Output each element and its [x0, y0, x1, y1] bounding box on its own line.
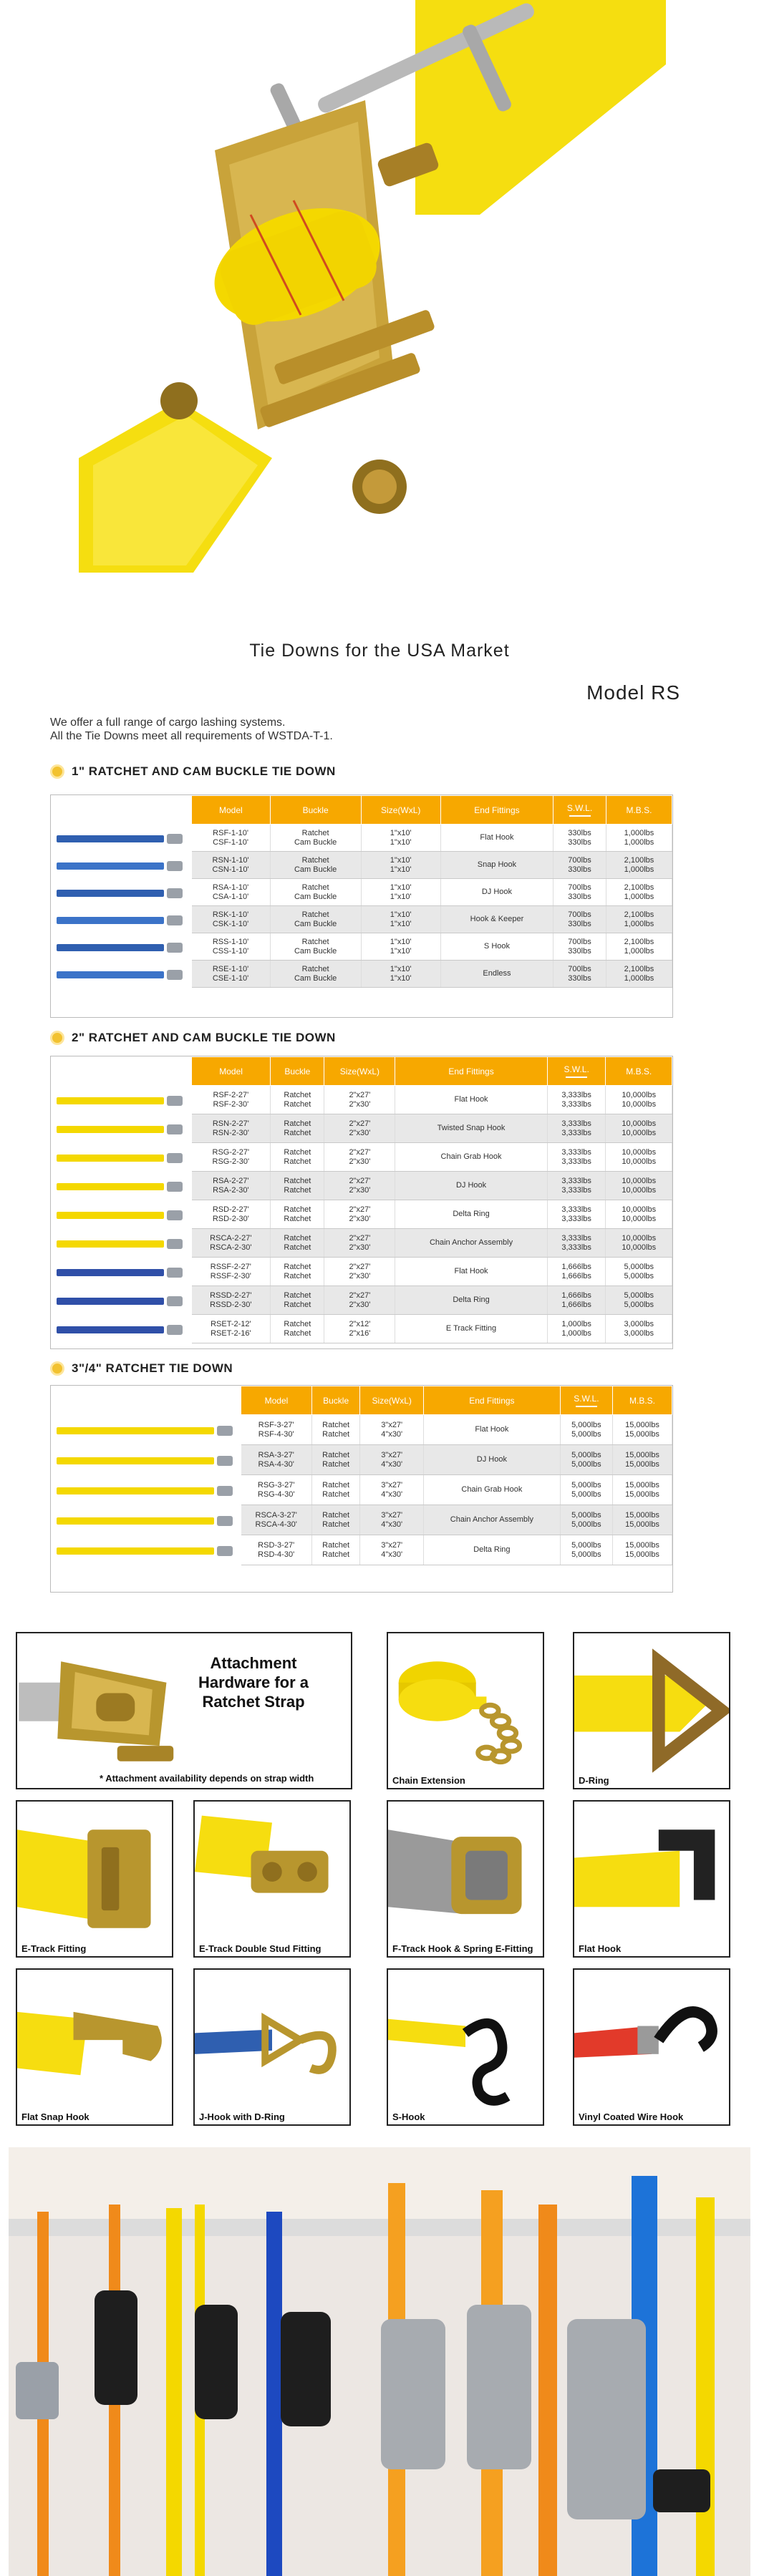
strap-thumbnail	[57, 969, 185, 981]
strap-thumbnail	[57, 1485, 236, 1497]
column-header: End Fittings	[440, 796, 553, 825]
buckle-cell: Ratchet Ratchet	[311, 1415, 360, 1445]
buckle-cell: Ratchet Cam Buckle	[270, 906, 361, 933]
mbs-cell: 10,000lbs 10,000lbs	[606, 1114, 672, 1143]
column-header: S.W.L.	[547, 1057, 606, 1086]
buckle-cell: Ratchet Ratchet	[311, 1535, 360, 1565]
size-cell: 2"x27' 2"x30'	[324, 1086, 395, 1114]
j-hook-card	[193, 1968, 351, 2126]
size-cell: 1"x10' 1"x10'	[361, 961, 440, 988]
column-header: M.B.S.	[613, 1386, 672, 1415]
strap-thumbnail	[57, 1515, 236, 1527]
column-header: Size(WxL)	[324, 1057, 395, 1086]
section1-box	[50, 794, 673, 1018]
swl-cell: 3,333lbs 3,333lbs	[547, 1114, 606, 1143]
model-cell: RSD-3-27' RSD-4-30'	[241, 1535, 312, 1565]
strap-thumbnail	[57, 915, 185, 926]
buckle-cell: Ratchet Ratchet	[311, 1475, 360, 1505]
flat-hook-card	[573, 1800, 730, 1958]
swl-cell: 700lbs 330lbs	[553, 852, 606, 879]
strap-thumbnail	[57, 1210, 185, 1221]
size-cell: 1"x10' 1"x10'	[361, 825, 440, 852]
buckle-cell: Ratchet Ratchet	[271, 1114, 324, 1143]
model-cell: RSD-2-27' RSD-2-30'	[192, 1200, 271, 1229]
table-row	[241, 1415, 672, 1445]
chain-extension-caption: Chain Extension	[392, 1775, 465, 1786]
section2-heading-text: 2" RATCHET AND CAM BUCKLE TIE DOWN	[72, 1031, 336, 1044]
buckle-cell: Ratchet Ratchet	[311, 1445, 360, 1475]
swl-divider	[566, 1076, 587, 1078]
end-fitting-cell: Hook & Keeper	[440, 906, 553, 933]
end-fitting-cell: Twisted Snap Hook	[395, 1114, 548, 1143]
end-fitting-cell: DJ Hook	[395, 1172, 548, 1200]
hero-ratchet-image	[79, 0, 666, 573]
flat-hook-caption: Flat Hook	[579, 1943, 622, 1954]
mbs-cell: 10,000lbs 10,000lbs	[606, 1172, 672, 1200]
table-row	[192, 933, 672, 961]
size-cell: 2"x27' 2"x30'	[324, 1172, 395, 1200]
size-cell: 3"x27' 4"x30'	[360, 1475, 424, 1505]
column-header: Size(WxL)	[360, 1386, 424, 1415]
swl-cell: 3,333lbs 3,333lbs	[547, 1229, 606, 1258]
section1-heading	[50, 764, 336, 779]
mbs-cell: 15,000lbs 15,000lbs	[613, 1415, 672, 1445]
mbs-cell: 5,000lbs 5,000lbs	[606, 1258, 672, 1286]
end-fitting-cell: Flat Hook	[424, 1415, 561, 1445]
vinyl-hook-card	[573, 1968, 730, 2126]
flat-hook-image	[574, 1802, 729, 1956]
table-row	[192, 1200, 672, 1229]
section1-table	[191, 795, 672, 988]
buckle-cell: Ratchet Cam Buckle	[270, 961, 361, 988]
intro-text	[50, 716, 333, 743]
table-row	[192, 1143, 672, 1172]
model-cell: RSCA-3-27' RSCA-4-30'	[241, 1505, 312, 1535]
buckle-cell: Ratchet Ratchet	[271, 1258, 324, 1286]
end-fitting-cell: DJ Hook	[424, 1445, 561, 1475]
flat-snap-hook-image	[17, 1970, 172, 2124]
table-row	[241, 1535, 672, 1565]
column-header: Size(WxL)	[361, 796, 440, 825]
vinyl-hook-image	[574, 1970, 729, 2124]
table-row	[192, 906, 672, 933]
ratchet-illustration	[79, 0, 666, 573]
column-header: Model	[192, 1057, 271, 1086]
end-fitting-cell: E Track Fitting	[395, 1315, 548, 1343]
size-cell: 2"x27' 2"x30'	[324, 1258, 395, 1286]
table-row	[192, 961, 672, 988]
column-header: M.B.S.	[606, 796, 672, 825]
swl-cell: 5,000lbs 5,000lbs	[560, 1505, 612, 1535]
column-header: End Fittings	[424, 1386, 561, 1415]
strap-thumbnail	[57, 942, 185, 953]
page-title: Tie Downs for the USA Market	[249, 641, 510, 661]
strap-thumbnail	[57, 860, 185, 872]
mbs-cell: 10,000lbs 10,000lbs	[606, 1086, 672, 1114]
buckle-cell: Ratchet Ratchet	[311, 1505, 360, 1535]
chain-extension-card	[387, 1632, 544, 1789]
straps-photo-illustration	[9, 2147, 750, 2576]
size-cell: 1"x10' 1"x10'	[361, 852, 440, 879]
swl-cell: 700lbs 330lbs	[553, 961, 606, 988]
buckle-cell: Ratchet Cam Buckle	[270, 852, 361, 879]
size-cell: 1"x10' 1"x10'	[361, 933, 440, 961]
swl-cell: 5,000lbs 5,000lbs	[560, 1535, 612, 1565]
buckle-cell: Ratchet Ratchet	[271, 1286, 324, 1315]
section3-box	[50, 1385, 673, 1593]
mbs-cell: 5,000lbs 5,000lbs	[606, 1286, 672, 1315]
flat-snap-caption: Flat Snap Hook	[21, 2111, 90, 2122]
table-row	[241, 1445, 672, 1475]
swl-cell: 3,333lbs 3,333lbs	[547, 1143, 606, 1172]
swl-cell: 1,000lbs 1,000lbs	[547, 1315, 606, 1343]
swl-cell: 700lbs 330lbs	[553, 906, 606, 933]
model-cell: RSF-2-27' RSF-2-30'	[192, 1086, 271, 1114]
end-fitting-cell: Delta Ring	[395, 1286, 548, 1315]
size-cell: 1"x10' 1"x10'	[361, 906, 440, 933]
mbs-cell: 1,000lbs 1,000lbs	[606, 825, 672, 852]
j-hook-caption: J-Hook with D-Ring	[199, 2111, 285, 2122]
mbs-cell: 2,100lbs 1,000lbs	[606, 933, 672, 961]
mbs-cell: 2,100lbs 1,000lbs	[606, 906, 672, 933]
strap-thumbnail	[57, 1425, 236, 1437]
column-header: Model	[192, 796, 271, 825]
end-fitting-cell: Chain Anchor Assembly	[424, 1505, 561, 1535]
column-header: Buckle	[311, 1386, 360, 1415]
end-fitting-cell: Flat Hook	[440, 825, 553, 852]
table-row	[241, 1475, 672, 1505]
f-track-card	[387, 1800, 544, 1958]
model-cell: RSK-1-10' CSK-1-10'	[192, 906, 271, 933]
strap-thumbnail	[57, 1181, 185, 1192]
s-hook-caption: S-Hook	[392, 2111, 425, 2122]
table-row	[192, 1086, 672, 1114]
column-header: S.W.L.	[560, 1386, 612, 1415]
vinyl-hook-caption: Vinyl Coated Wire Hook	[579, 2111, 684, 2122]
attachment-title: Attachment Hardware for a Ratchet Strap	[198, 1654, 309, 1711]
straps-hanging-photo	[9, 2147, 750, 2576]
swl-cell: 5,000lbs 5,000lbs	[560, 1445, 612, 1475]
size-cell: 2"x12' 2"x16'	[324, 1315, 395, 1343]
s-hook-card	[387, 1968, 544, 2126]
column-header: Model	[241, 1386, 312, 1415]
mbs-cell: 3,000lbs 3,000lbs	[606, 1315, 672, 1343]
bullet-icon	[50, 1361, 64, 1376]
model-cell: RSN-1-10' CSN-1-10'	[192, 852, 271, 879]
mbs-cell: 10,000lbs 10,000lbs	[606, 1229, 672, 1258]
model-cell: RSG-3-27' RSG-4-30'	[241, 1475, 312, 1505]
model-cell: RSG-2-27' RSG-2-30'	[192, 1143, 271, 1172]
table-row	[192, 879, 672, 906]
e-track-fitting-image	[17, 1802, 172, 1956]
model-cell: RSE-1-10' CSE-1-10'	[192, 961, 271, 988]
buckle-cell: Ratchet Ratchet	[271, 1086, 324, 1114]
model-cell: RSET-2-12' RSET-2-16'	[192, 1315, 271, 1343]
section2-table	[191, 1056, 672, 1343]
strap-thumbnail	[57, 1238, 185, 1250]
buckle-cell: Ratchet Cam Buckle	[270, 825, 361, 852]
e-track-caption: E-Track Fitting	[21, 1943, 87, 1954]
table-row	[192, 1229, 672, 1258]
d-ring-caption: D-Ring	[579, 1775, 609, 1786]
size-cell: 2"x27' 2"x30'	[324, 1229, 395, 1258]
strap-thumbnail	[57, 1455, 236, 1467]
size-cell: 2"x27' 2"x30'	[324, 1200, 395, 1229]
d-ring-image	[574, 1633, 729, 1788]
end-fitting-cell: Endless	[440, 961, 553, 988]
section2-heading	[50, 1031, 336, 1045]
strap-thumbnail	[57, 1296, 185, 1307]
end-fitting-cell: Chain Grab Hook	[424, 1475, 561, 1505]
table-row	[192, 1114, 672, 1143]
mbs-cell: 2,100lbs 1,000lbs	[606, 852, 672, 879]
s-hook-image	[388, 1970, 543, 2124]
model-cell: RSS-1-10' CSS-1-10'	[192, 933, 271, 961]
strap-thumbnail	[57, 1545, 236, 1557]
size-cell: 3"x27' 4"x30'	[360, 1415, 424, 1445]
f-track-hook-image	[388, 1802, 543, 1956]
size-cell: 3"x27' 4"x30'	[360, 1505, 424, 1535]
mbs-cell: 2,100lbs 1,000lbs	[606, 961, 672, 988]
table-row	[192, 825, 672, 852]
table-row	[192, 1172, 672, 1200]
end-fitting-cell: S Hook	[440, 933, 553, 961]
table-row	[192, 852, 672, 879]
column-header: S.W.L.	[553, 796, 606, 825]
mbs-cell: 2,100lbs 1,000lbs	[606, 879, 672, 906]
size-cell: 2"x27' 2"x30'	[324, 1286, 395, 1315]
mbs-cell: 15,000lbs 15,000lbs	[613, 1535, 672, 1565]
buckle-cell: Ratchet Cam Buckle	[270, 933, 361, 961]
e-track-card	[16, 1800, 173, 1958]
end-fitting-cell: Chain Grab Hook	[395, 1143, 548, 1172]
table-row	[192, 1315, 672, 1343]
model-cell: RSN-2-27' RSN-2-30'	[192, 1114, 271, 1143]
buckle-cell: Ratchet Ratchet	[271, 1315, 324, 1343]
end-fitting-cell: Flat Hook	[395, 1086, 548, 1114]
mbs-cell: 10,000lbs 10,000lbs	[606, 1143, 672, 1172]
model-cell: RSA-1-10' CSA-1-10'	[192, 879, 271, 906]
model-cell: RSSF-2-27' RSSF-2-30'	[192, 1258, 271, 1286]
section3-table	[241, 1386, 672, 1565]
bullet-icon	[50, 764, 64, 779]
model-cell: RSCA-2-27' RSCA-2-30'	[192, 1229, 271, 1258]
size-cell: 1"x10' 1"x10'	[361, 879, 440, 906]
swl-cell: 700lbs 330lbs	[553, 879, 606, 906]
buckle-cell: Ratchet Ratchet	[271, 1229, 324, 1258]
flat-snap-card	[16, 1968, 173, 2126]
model-cell: RSA-3-27' RSA-4-30'	[241, 1445, 312, 1475]
swl-cell: 1,666lbs 1,666lbs	[547, 1258, 606, 1286]
size-cell: 2"x27' 2"x30'	[324, 1114, 395, 1143]
swl-divider	[576, 1406, 597, 1407]
size-cell: 3"x27' 4"x30'	[360, 1445, 424, 1475]
swl-cell: 1,666lbs 1,666lbs	[547, 1286, 606, 1315]
table-row	[192, 1258, 672, 1286]
buckle-cell: Ratchet Cam Buckle	[270, 879, 361, 906]
e-track-double-caption: E-Track Double Stud Fitting	[199, 1943, 322, 1954]
end-fitting-cell: Delta Ring	[395, 1200, 548, 1229]
model-cell: RSSD-2-27' RSSD-2-30'	[192, 1286, 271, 1315]
end-fitting-cell: Chain Anchor Assembly	[395, 1229, 548, 1258]
buckle-cell: Ratchet Ratchet	[271, 1200, 324, 1229]
strap-thumbnail	[57, 1324, 185, 1336]
column-header: M.B.S.	[606, 1057, 672, 1086]
model-label: Model RS	[586, 681, 680, 704]
mbs-cell: 15,000lbs 15,000lbs	[613, 1475, 672, 1505]
intro-line-1: We offer a full range of cargo lashing systems.	[50, 716, 286, 729]
buckle-cell: Ratchet Ratchet	[271, 1172, 324, 1200]
swl-divider	[569, 815, 591, 817]
model-cell: RSF-3-27' RSF-4-30'	[241, 1415, 312, 1445]
column-header: Buckle	[271, 1057, 324, 1086]
model-cell: RSA-2-27' RSA-2-30'	[192, 1172, 271, 1200]
attachment-note: * Attachment availability depends on strap width	[100, 1773, 314, 1784]
attachment-hardware-card	[16, 1632, 352, 1789]
swl-cell: 3,333lbs 3,333lbs	[547, 1200, 606, 1229]
section1-heading-text: 1" RATCHET AND CAM BUCKLE TIE DOWN	[72, 764, 336, 778]
bullet-icon	[50, 1031, 64, 1045]
mbs-cell: 15,000lbs 15,000lbs	[613, 1445, 672, 1475]
size-cell: 3"x27' 4"x30'	[360, 1535, 424, 1565]
size-cell: 2"x27' 2"x30'	[324, 1143, 395, 1172]
chain-extension-image	[388, 1633, 543, 1788]
d-ring-card	[573, 1632, 730, 1789]
strap-thumbnail	[57, 1095, 185, 1107]
strap-thumbnail	[57, 1152, 185, 1164]
mbs-cell: 15,000lbs 15,000lbs	[613, 1505, 672, 1535]
strap-thumbnail	[57, 1124, 185, 1135]
end-fitting-cell: DJ Hook	[440, 879, 553, 906]
mbs-cell: 10,000lbs 10,000lbs	[606, 1200, 672, 1229]
swl-cell: 5,000lbs 5,000lbs	[560, 1475, 612, 1505]
swl-cell: 3,333lbs 3,333lbs	[547, 1086, 606, 1114]
buckle-cell: Ratchet Ratchet	[271, 1143, 324, 1172]
strap-thumbnail	[57, 1267, 185, 1278]
column-header: End Fittings	[395, 1057, 548, 1086]
section3-heading-text: 3"/4" RATCHET TIE DOWN	[72, 1361, 233, 1375]
swl-cell: 700lbs 330lbs	[553, 933, 606, 961]
strap-thumbnail	[57, 833, 185, 845]
end-fitting-cell: Delta Ring	[424, 1535, 561, 1565]
end-fitting-cell: Flat Hook	[395, 1258, 548, 1286]
swl-cell: 3,333lbs 3,333lbs	[547, 1172, 606, 1200]
end-fitting-cell: Snap Hook	[440, 852, 553, 879]
intro-line-2: All the Tie Downs meet all requirements of WSTDA-T-1.	[50, 730, 333, 742]
swl-cell: 330lbs 330lbs	[553, 825, 606, 852]
column-header: Buckle	[270, 796, 361, 825]
e-track-double-stud-image	[195, 1802, 349, 1956]
table-row	[192, 1286, 672, 1315]
j-hook-image	[195, 1970, 349, 2124]
swl-cell: 5,000lbs 5,000lbs	[560, 1415, 612, 1445]
f-track-caption: F-Track Hook & Spring E-Fitting	[392, 1943, 533, 1954]
model-cell: RSF-1-10' CSF-1-10'	[192, 825, 271, 852]
section3-heading	[50, 1361, 233, 1376]
strap-thumbnail	[57, 888, 185, 899]
e-track-double-card	[193, 1800, 351, 1958]
section2-box	[50, 1056, 673, 1349]
table-row	[241, 1505, 672, 1535]
